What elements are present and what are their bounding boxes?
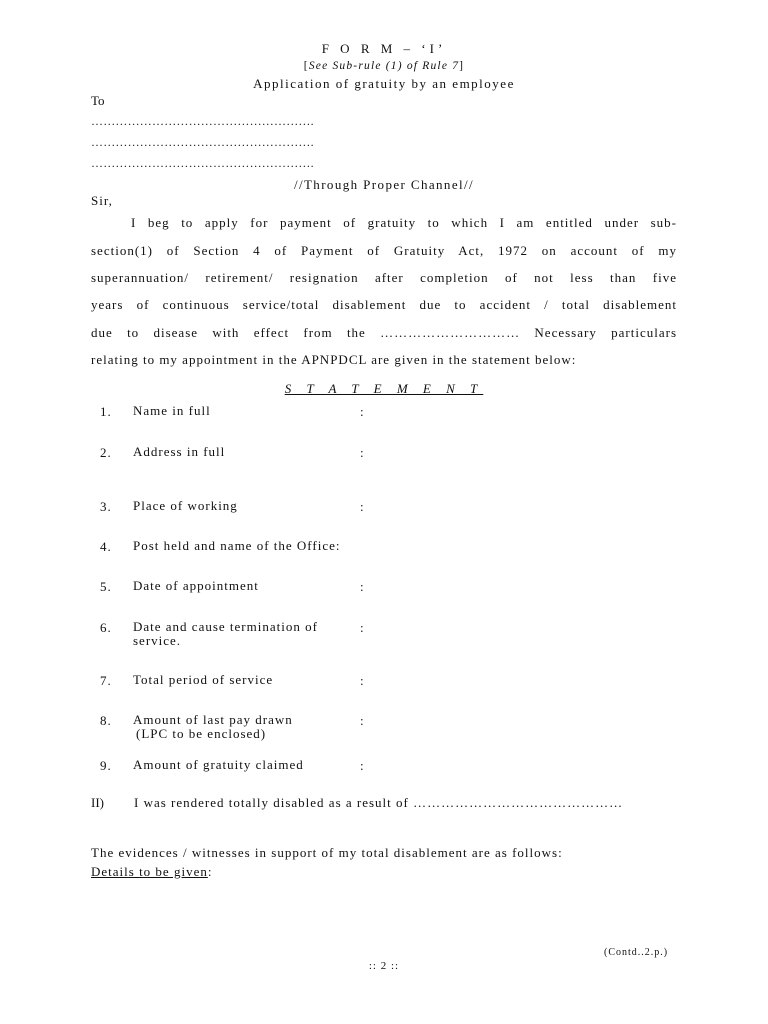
statement-item-colon: : (360, 620, 364, 635)
page-number: :: 2 :: (368, 960, 400, 972)
details-suffix: : (207, 864, 213, 879)
through-proper-channel: //Through Proper Channel// (293, 177, 475, 192)
paragraph-line: relating to my appointment in the APNPDCL are given in the statement below: (91, 352, 577, 367)
statement-item-number: 9. (100, 758, 112, 773)
statement-item-colon: : (360, 445, 364, 460)
statement-item-label-continued: (LPC to be enclosed) (136, 726, 267, 741)
statement-item-number: 4. (100, 539, 112, 554)
paragraph-line: superannuation/ retirement/ resignation after completion of not less than five (91, 270, 677, 285)
statement-item-label: Name in full (133, 403, 211, 418)
evidences-text: The evidences / witnesses in support of my total disablement are as follows: (91, 845, 563, 860)
form-heading: Application of gratuity by an employee (253, 76, 515, 91)
subrule-open-bracket: [ (303, 60, 309, 72)
statement-item-number: 3. (100, 499, 112, 514)
statement-heading: S T A T E M E N T (284, 381, 484, 396)
address-line-2: ………………………………………………. (91, 135, 314, 149)
subrule-text: See Sub-rule (1) of Rule 7 (308, 60, 460, 72)
address-line-3: ………………………………………………. (91, 156, 314, 170)
details-line (91, 864, 212, 880)
statement-item-colon: : (360, 579, 364, 594)
statement-item-number: 5. (100, 579, 112, 594)
statement-item-label: Amount of last pay drawn (133, 712, 293, 727)
statement-item-label: Address in full (133, 444, 226, 459)
statement-item-number: 6. (100, 620, 112, 635)
statement-item-colon: : (360, 758, 364, 773)
statement-item-number: 7. (100, 673, 112, 688)
form-title: F O R M – ‘I’ (321, 41, 447, 56)
statement-item-colon: : (360, 499, 364, 514)
statement-item-colon: : (360, 673, 364, 688)
paragraph-line: section(1) of Section 4 of Payment of Gratuity Act, 1972 on account of my (91, 243, 677, 258)
statement-item-number: 1. (100, 404, 112, 419)
salutation: Sir, (91, 193, 113, 208)
statement-item-label: Place of working (133, 498, 238, 513)
section-two-text: I was rendered totally disabled as a result of ……………………………………… (134, 795, 624, 810)
address-to: To (91, 93, 105, 108)
statement-item-colon: : (360, 713, 364, 728)
paragraph-line: due to disease with effect from the ………………………… Necessary particulars (91, 325, 677, 340)
statement-item-colon: : (360, 404, 364, 419)
statement-item-label: Amount of gratuity claimed (133, 757, 304, 772)
continued-note: (Contd..2.p.) (604, 947, 669, 958)
details-label: Details to be given (91, 864, 208, 879)
paragraph-line: I beg to apply for payment of gratuity to which I am entitled under sub- (131, 215, 677, 230)
statement-item-label-continued: service. (133, 633, 182, 648)
subrule-close-bracket: ] (459, 60, 465, 72)
paragraph-line: years of continuous service/total disablement due to accident / total disablement (91, 297, 677, 312)
statement-item-number: 2. (100, 445, 112, 460)
statement-item-label: Date of appointment (133, 578, 259, 593)
statement-item-number: 8. (100, 713, 112, 728)
section-two-number: II) (91, 795, 104, 810)
form-subrule (0, 60, 768, 72)
statement-item-label: Post held and name of the Office: (133, 538, 341, 553)
statement-item-label: Total period of service (133, 672, 274, 687)
address-line-1: ………………………………………………. (91, 114, 314, 128)
statement-item-label: Date and cause termination of (133, 619, 318, 634)
